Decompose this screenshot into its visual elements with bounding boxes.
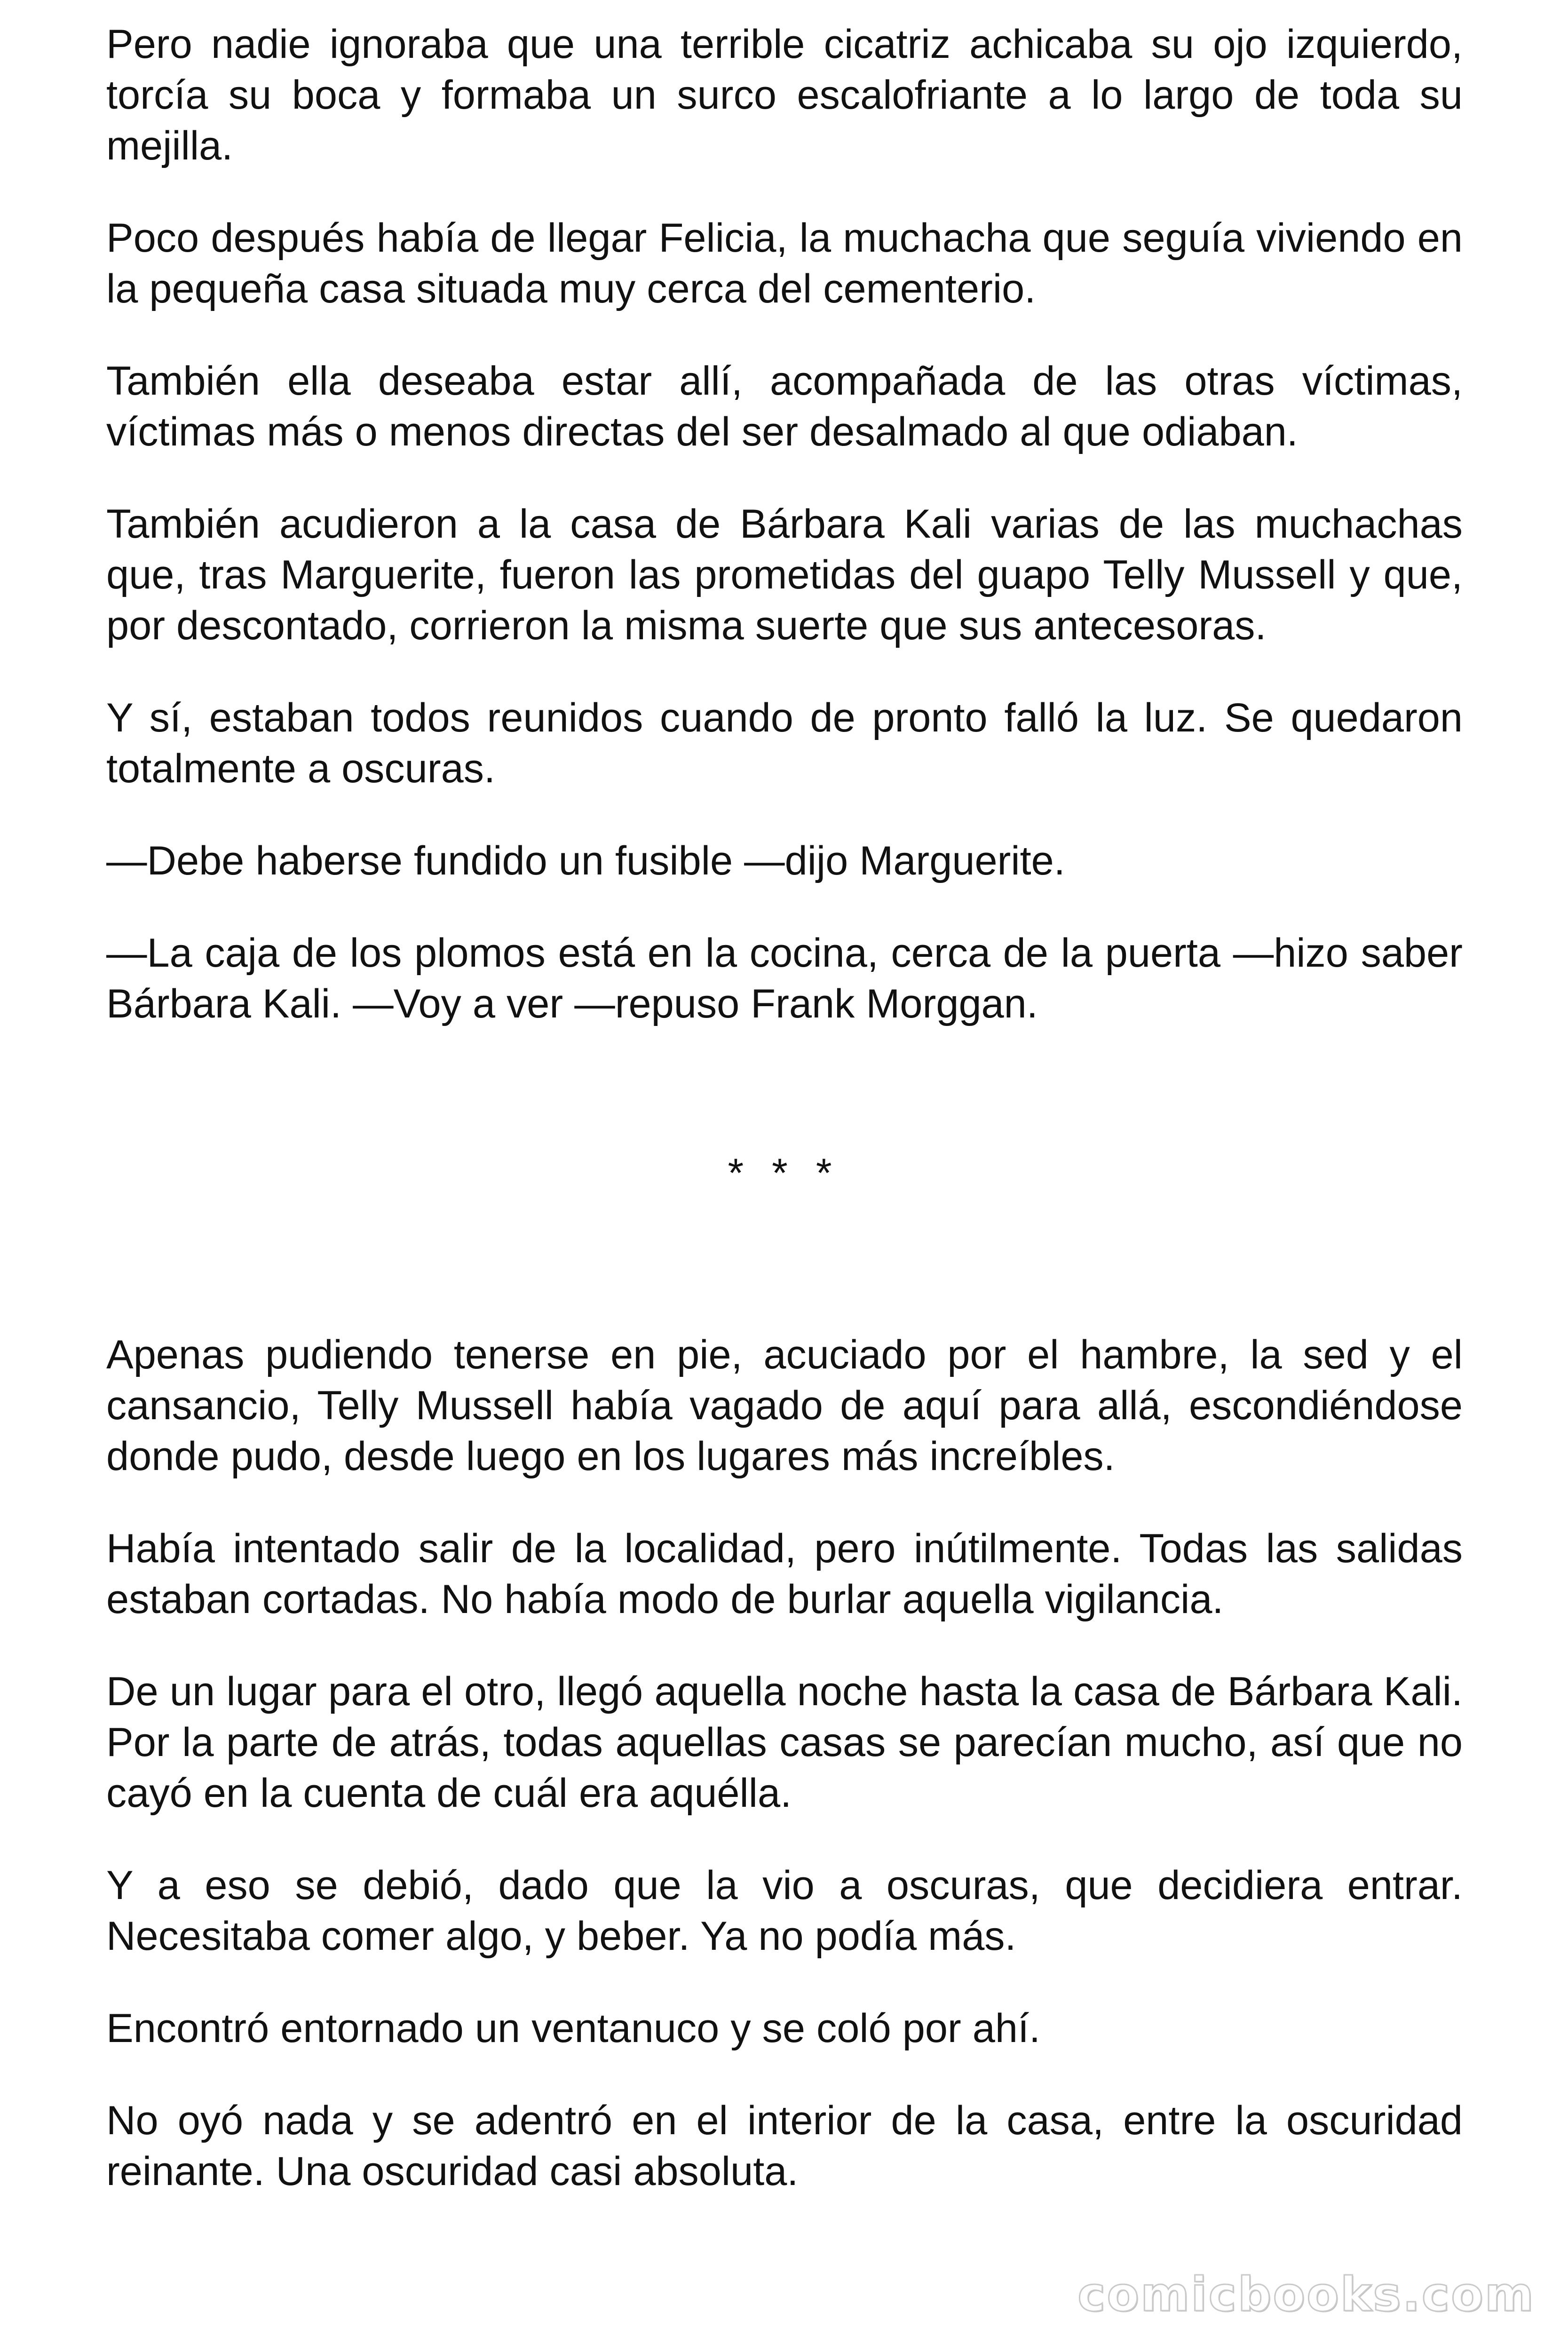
paragraph: Y sí, estaban todos reunidos cuando de pronto falló la luz. Se quedaron totalmente a oscuras. (106, 695, 1463, 791)
paragraph: No oyó nada y se adentró en el interior de la casa, entre la oscuridad reinante. Una oscuridad casi absoluta. (106, 2098, 1463, 2194)
text-section-after-break (106, 1329, 1463, 2238)
paragraph: Había intentado salir de la localidad, pero inútilmente. Todas las salidas estaban cortadas. No había modo de burlar aquella vigilancia. (106, 1526, 1463, 1622)
site-watermark: comicbooks.com (1077, 2267, 1535, 2322)
paragraph: Encontró entornado un ventanuco y se coló por ahí. (106, 2006, 1041, 2051)
paragraph: Poco después había de llegar Felicia, la muchacha que seguía viviendo en la pequeña casa situada muy cerca del cementerio. (106, 215, 1463, 311)
paragraph: También ella deseaba estar allí, acompañada de las otras víctimas, víctimas más o menos directas del ser desalmado al que odiaban. (106, 358, 1463, 454)
paragraph: Apenas pudiendo tenerse en pie, acuciado por el hambre, la sed y el cansancio, Telly Mussell había vagado de aquí para allá, escondiéndose donde pudo, desde luego en los lugares más increíbles. (106, 1332, 1463, 1479)
dialogue-paragraph: —La caja de los plomos está en la cocina, cerca de la puerta —hizo saber Bárbara Kali. —Voy a ver —repuso Frank Morggan. (106, 930, 1463, 1026)
dialogue-paragraph: —Debe haberse fundido un fusible —dijo Marguerite. (106, 838, 1065, 883)
paragraph: Y a eso se debió, dado que la vio a oscuras, que decidiera entrar. Necesitaba comer algo, y beber. Ya no podía más. (106, 1863, 1463, 1959)
paragraph: De un lugar para el otro, llegó aquella noche hasta la casa de Bárbara Kali. Por la parte de atrás, todas aquellas casas se parecían mucho, así que no cayó en la cuenta de cuál era aquélla. (106, 1669, 1463, 1816)
paragraph: Pero nadie ignoraba que una terrible cicatriz achicaba su ojo izquierdo, torcía su boca y formaba un surco escalofriante a lo largo de toda su mejilla. (106, 22, 1463, 168)
text-section-before-break (106, 19, 1463, 1071)
scene-break-separator: * * * (728, 1151, 840, 1196)
paragraph: También acudieron a la casa de Bárbara Kali varias de las muchachas que, tras Marguerite, fueron las prometidas del guapo Telly Mussell y que, por descontado, corrieron la misma suerte que sus antecesoras. (106, 501, 1463, 648)
